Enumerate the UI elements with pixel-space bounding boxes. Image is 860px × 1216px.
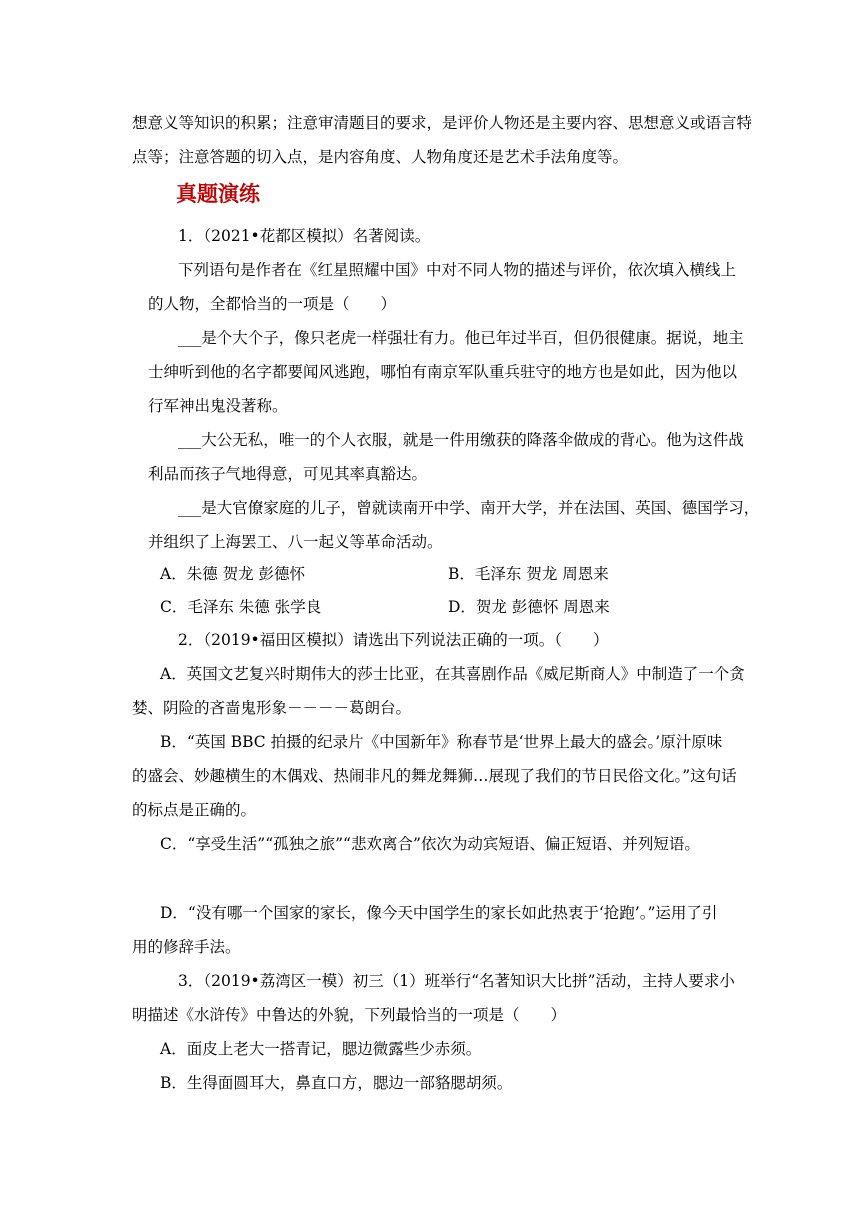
q1-option-b: B．毛泽东 贺龙 周恩来 [448, 565, 609, 583]
q2-header: 2．（2019•福田区模拟）请选出下列说法正确的一项。（ ） [178, 631, 609, 649]
q3-header-line-2: 明描述《水浒传》中鲁达的外貌，下列最恰当的一项是（ ） [132, 1006, 567, 1024]
q1-sentence3-line-2: 并组织了上海罢工、八一起义等革命活动。 [148, 533, 443, 551]
q2-option-a-line-1: A．英国文艺复兴时期伟大的莎士比亚，在其喜剧作品《威尼斯商人》中制造了一个贪 [160, 665, 745, 683]
q1-sentence2-line-1: ___大公无私，唯一的个人衣服，就是一件用缴获的降落伞做成的背心。他为这件战 [178, 431, 744, 449]
intro-line-1: 想意义等知识的积累；注意审清题目的要求，是评价人物还是主要内容、思想意义或语言特 [132, 114, 753, 132]
q1-stem-line-1: 下列语句是作者在《红星照耀中国》中对不同人物的描述与评价，依次填入横线上 [178, 261, 737, 279]
q2-option-d-line-2: 用的修辞手法。 [132, 938, 241, 956]
q1-sentence3-line-1: ___是大官僚家庭的儿子，曾就读南开中学、南开大学，并在法国、英国、德国学习， [178, 499, 760, 517]
q1-sentence1-line-2: 士绅听到他的名字都要闻风逃跑，哪怕有南京军队重兵驻守的地方也是如此，因为他以 [148, 363, 738, 381]
q2-option-b-line-3: 的标点是正确的。 [132, 801, 257, 819]
q3-header-line-1: 3．（2019•荔湾区一模）初三（1）班举行“名著知识大比拼”活动，主持人要求小 [178, 972, 735, 990]
q2-option-b-line-2: 的盛会、妙趣横生的木偶戏、热闹非凡的舞龙舞狮…展现了我们的节日民俗文化。”这句话 [132, 767, 737, 785]
q1-option-a: A．朱德 贺龙 彭德怀 [160, 565, 306, 583]
q1-sentence1-line-3: 行军神出鬼没著称。 [148, 397, 288, 415]
q1-stem-line-2: 的人物，全都恰当的一项是（ ） [148, 295, 397, 313]
q2-option-d-line-1: D．“没有哪一个国家的家长，像今天中国学生的家长如此热衷于‘抢跑’。”运用了引 [160, 904, 718, 922]
q3-option-a: A．面皮上老大一搭青记，腮边微露些少赤须。 [160, 1040, 482, 1058]
section-title: 真题演练 [176, 182, 260, 206]
q2-option-b-line-1: B．“英国 BBC 拍摄的纪录片《中国新年》称春节是‘世界上最大的盛会。’原汁原味 [160, 733, 723, 751]
q1-header: 1．（2021•花都区模拟）名著阅读。 [178, 227, 431, 245]
q1-sentence1-line-1: ___是个大个子，像只老虎一样强壮有力。他已年过半百，但仍很健康。据说，地主 [178, 329, 744, 347]
q1-option-d: D．贺龙 彭德怀 周恩来 [448, 598, 610, 616]
q1-sentence2-line-2: 利品而孩子气地得意，可见其率真豁达。 [148, 465, 428, 483]
intro-line-2: 点等；注意答题的切入点，是内容角度、人物角度还是艺术手法角度等。 [132, 148, 629, 166]
q2-option-a-line-2: 婪、阴险的吝啬鬼形象－－－－葛朗台。 [132, 699, 412, 717]
q3-option-b: B．生得面圆耳大，鼻直口方，腮边一部貉腮胡须。 [160, 1074, 513, 1092]
q1-option-c: C．毛泽东 朱德 张学良 [160, 598, 322, 616]
q2-option-c: C．“享受生活”“孤独之旅”“悲欢离合”依次为动宾短语、偏正短语、并列短语。 [160, 835, 700, 853]
